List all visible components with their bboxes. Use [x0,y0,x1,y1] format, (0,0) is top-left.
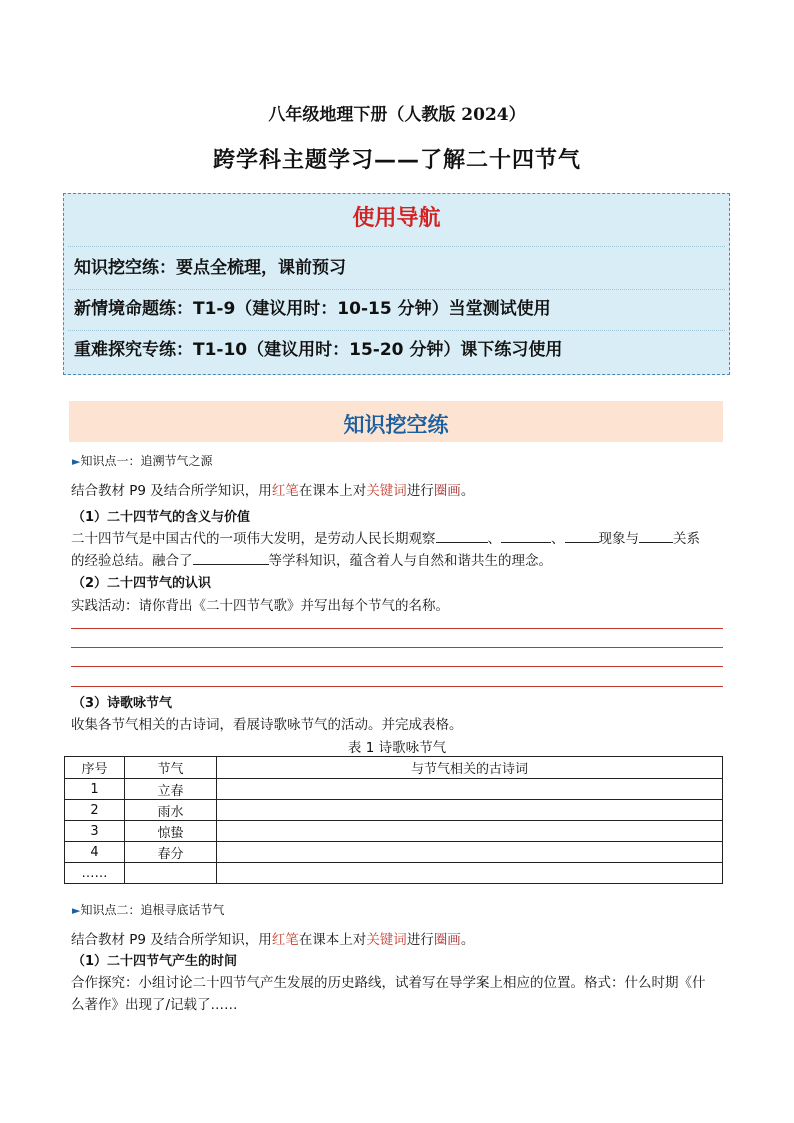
cell-poem[interactable] [217,842,723,863]
table-row [65,863,723,884]
fill-blank[interactable] [436,528,488,543]
knowledge-point-1-heading [72,452,212,469]
column-header-term: 节气 [125,757,217,779]
table-row [65,842,723,863]
point2-instruction [71,928,474,948]
triangle-marker-icon: ► [72,455,81,468]
cell-poem[interactable] [217,821,723,842]
sub1-text: 现象与 [598,531,639,547]
fill-blank[interactable] [193,550,269,565]
answer-line[interactable] [71,686,723,687]
sub1-title: （1）二十四节气的含义与价值 [72,510,251,525]
sub1-line-2 [71,549,552,569]
navigation-line-3: 重难探究专练：T1-10（建议用时：15-20 分钟）课下练习使用 [74,340,563,360]
sub1-text: 二十四节气是中国古代的一项伟大发明，是劳动人民长期观察 [71,531,436,547]
navigation-line-1: 知识挖空练：要点全梳理，课前预习 [74,258,346,278]
cell-index: 2 [65,800,125,821]
doc-main-title: 跨学科主题学习——了解二十四节气 [212,148,581,173]
divider [68,289,725,290]
poem-table [64,756,723,884]
divider [68,330,725,331]
instruction-text: 。 [460,483,475,499]
instruction-text: 在课本上对 [298,483,367,499]
instruction-text: 结合教材 P9 及结合所学知识，用 [71,483,272,499]
knowledge-point-1-label: 知识点一：追溯节气之源 [80,454,213,468]
cell-term[interactable] [125,863,217,884]
red-pen-keyword: 红笔 [271,483,299,499]
keyword-highlight: 关键词 [366,483,407,499]
column-header-poems: 与节气相关的古诗词 [217,757,723,779]
sub1-line-1 [71,527,700,547]
cell-poem[interactable] [217,779,723,800]
sub1-text: 的经验总结。融合了 [71,553,193,569]
section-title: 知识挖空练 [343,413,449,437]
usage-navigation-box [63,193,730,375]
instruction-text: 进行 [406,483,434,499]
answer-line[interactable] [71,628,723,629]
cell-term: 立春 [125,779,217,800]
answer-line[interactable] [71,647,723,648]
cell-poem[interactable] [217,800,723,821]
sub2-text: 实践活动：请你背出《二十四节气歌》并写出每个节气的名称。 [71,598,449,614]
sub3-title: （3）诗歌咏节气 [72,696,173,711]
red-pen-keyword: 红笔 [271,932,299,948]
section-banner [69,401,723,442]
instruction-text: 结合教材 P9 及结合所学知识，用 [71,932,272,948]
sub1-text: 关系 [673,531,700,547]
point2-sub1-line-1: 合作探究：小组讨论二十四节气产生发展的历史路线，试着写在导学案上相应的位置。格式：什么时期《什 [71,975,706,991]
cell-term: 春分 [125,842,217,863]
table-row [65,800,723,821]
cell-index: 3 [65,821,125,842]
knowledge-point-2-label: 知识点二：追根寻底话节气 [80,903,225,917]
sub1-text: 等学科知识，蕴含着人与自然和谐共生的理念。 [268,553,552,569]
answer-line[interactable] [71,666,723,667]
doc-top-title: 八年级地理下册（人教版 2024） [268,105,526,125]
point2-sub1-line-2: 么著作》出现了/记载了…… [71,997,238,1013]
keyword-highlight: 关键词 [366,932,407,948]
table-caption: 表 1 诗歌咏节气 [347,740,447,756]
sub2-title: （2）二十四节气的认识 [72,576,212,591]
circle-keyword: 圈画 [433,932,461,948]
navigation-title: 使用导航 [352,206,441,231]
cell-poem[interactable] [217,863,723,884]
sub3-text: 收集各节气相关的古诗词，看展诗歌咏节气的活动。并完成表格。 [71,717,463,733]
instruction-text: 在课本上对 [298,932,367,948]
instruction-text: 进行 [406,932,434,948]
table-row [65,779,723,800]
column-header-index: 序号 [65,757,125,779]
cell-term: 惊蛰 [125,821,217,842]
cell-index: …… [65,863,125,884]
navigation-line-2: 新情境命题练：T1-9（建议用时：10-15 分钟）当堂测试使用 [74,299,551,319]
point1-instruction [71,479,474,499]
sub1-text: 、 [487,531,501,547]
table-header-row [65,757,723,779]
triangle-marker-icon: ► [72,904,81,917]
cell-index: 1 [65,779,125,800]
knowledge-point-2-heading [72,901,224,918]
circle-keyword: 圈画 [433,483,461,499]
cell-term: 雨水 [125,800,217,821]
table-row [65,821,723,842]
fill-blank[interactable] [639,528,673,543]
point2-sub1-title: （1）二十四节气产生的时间 [72,954,238,969]
cell-index: 4 [65,842,125,863]
sub1-text: 、 [551,531,565,547]
instruction-text: 。 [460,932,475,948]
divider [68,246,725,247]
fill-blank[interactable] [501,528,551,543]
fill-blank[interactable] [565,528,599,543]
